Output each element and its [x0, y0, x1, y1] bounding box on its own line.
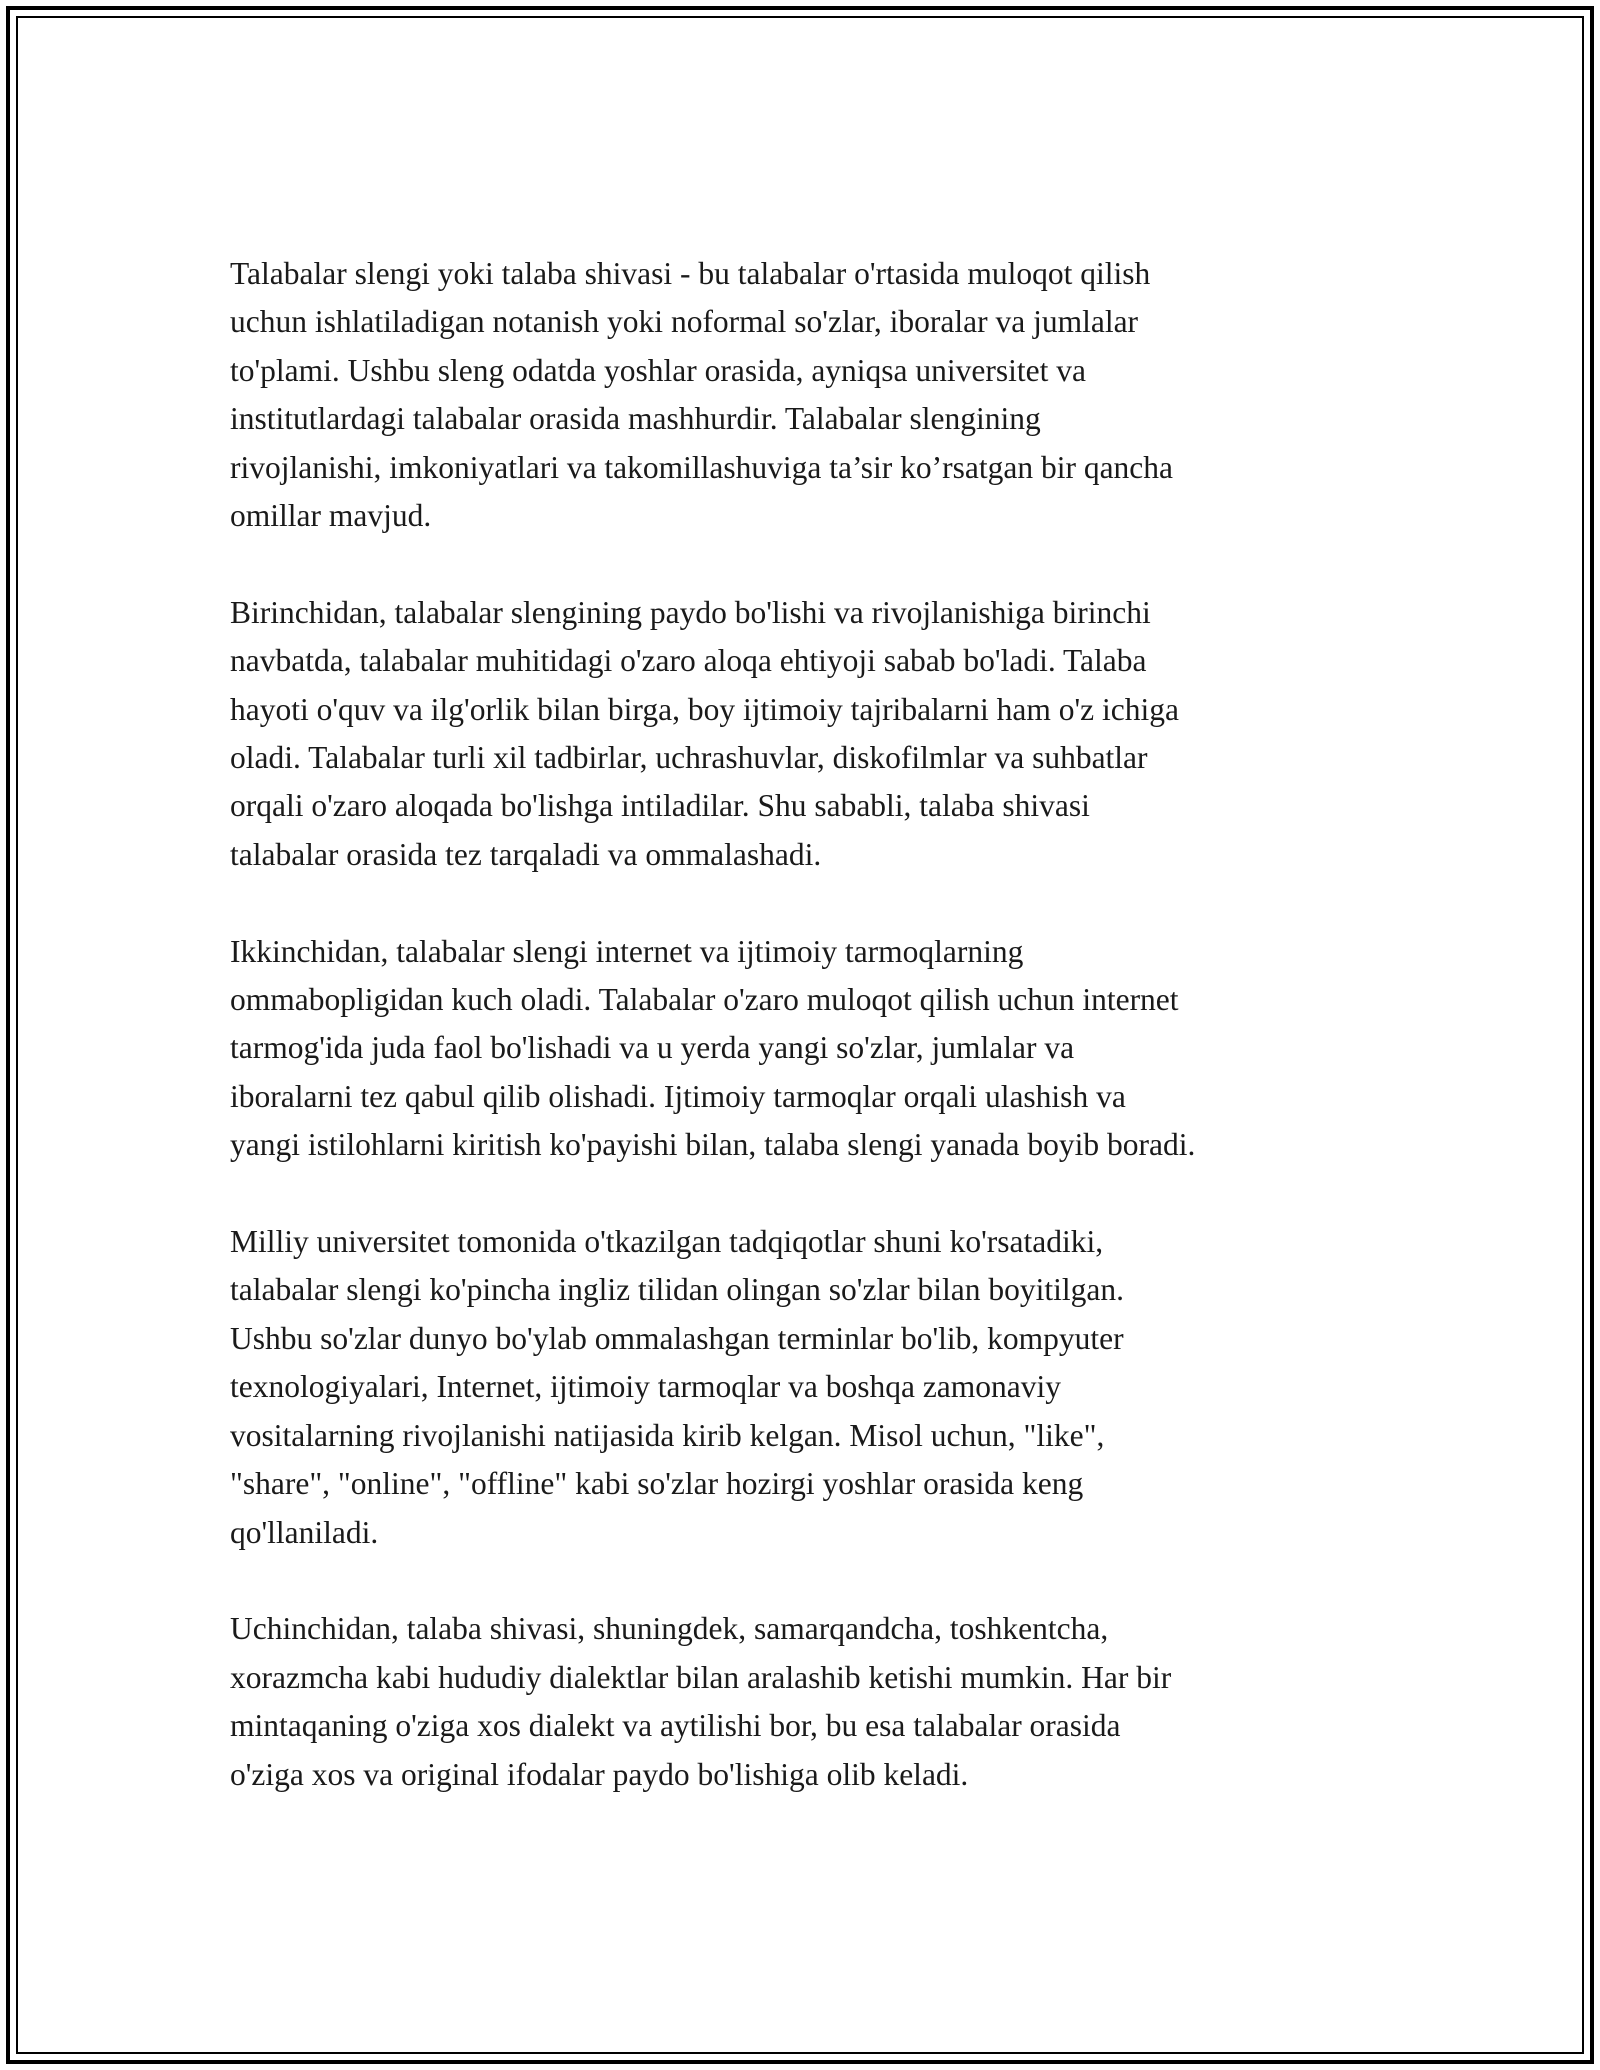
paragraph-intro: Talabalar slengi yoki talaba shivasi - bu talabalar o'rtasida muloqot qilish uchun ishlatiladigan notanish yoki noformal so'zlar, iboralar va jumlalar to'plami. Ushbu sleng odatda yoshlar orasida, ayniqsa universitet va institutlardagi talabalar orasida mashhurdir. Talabalar slengining rivojlanishi, imkoniyatlari va takomillashuviga ta’sir ko’rsatgan bir qancha omillar mavjud. — [230, 256, 1174, 534]
paragraph-first-reason: Birinchidan, talabalar slengining paydo bo'lishi va rivojlanishiga birinchi navbatda, talabalar muhitidagi o'zaro aloqa ehtiyoji sabab bo'ladi. Talaba hayoti o'quv va ilg'orlik bilan birga, boy ijtimoiy tajribalarni ham o'z ichiga oladi. Talabalar turli xil tadbirlar, uchrashuvlar, diskofilmlar va suhbatlar orqali o'zaro aloqada bo'lishga intiladilar. Shu sababli, talaba shivasi talabalar orasida tez tarqaladi va ommalashadi. — [230, 594, 1179, 872]
document-body — [230, 250, 1390, 1799]
paragraph-research: Milliy universitet tomonida o'tkazilgan tadqiqotlar shuni ko'rsatadiki, talabalar slengi ko'pincha ingliz tilidan olingan so'zlar bilan boyitilgan. Ushbu so'zlar dunyo bo'ylab ommalashgan terminlar bo'lib, kompyuter texnologiyalari, Internet, ijtimoiy tarmoqlar va boshqa zamonaviy vositalarning rivojlanishi natijasida kirib kelgan. Misol uchun, "like", "share", "online", "offline" kabi so'zlar hozirgi yoshlar orasida keng qo'llaniladi. — [230, 1224, 1124, 1550]
paragraph-third-reason: Uchinchidan, talaba shivasi, shuningdek, samarqandcha, toshkentcha, xorazmcha kabi hududiy dialektlar bilan aralashib ketishi mumkin. Har bir mintaqaning o'ziga xos dialekt va aytilishi bor, bu esa talabalar orasida o'ziga xos va original ifodalar paydo bo'lishiga olib keladi. — [230, 1611, 1172, 1792]
paragraph-second-reason: Ikkinchidan, talabalar slengi internet va ijtimoiy tarmoqlarning ommabopligidan kuch oladi. Talabalar o'zaro muloqot qilish uchun internet tarmog'ida juda faol bo'lishadi va u yerda yangi so'zlar, jumlalar va iboralarni tez qabul qilib olishadi. Ijtimoiy tarmoqlar orqali ulashish va yangi istilohlarni kiritish ko'payishi bilan, talaba slengi yanada boyib boradi. — [230, 933, 1196, 1163]
